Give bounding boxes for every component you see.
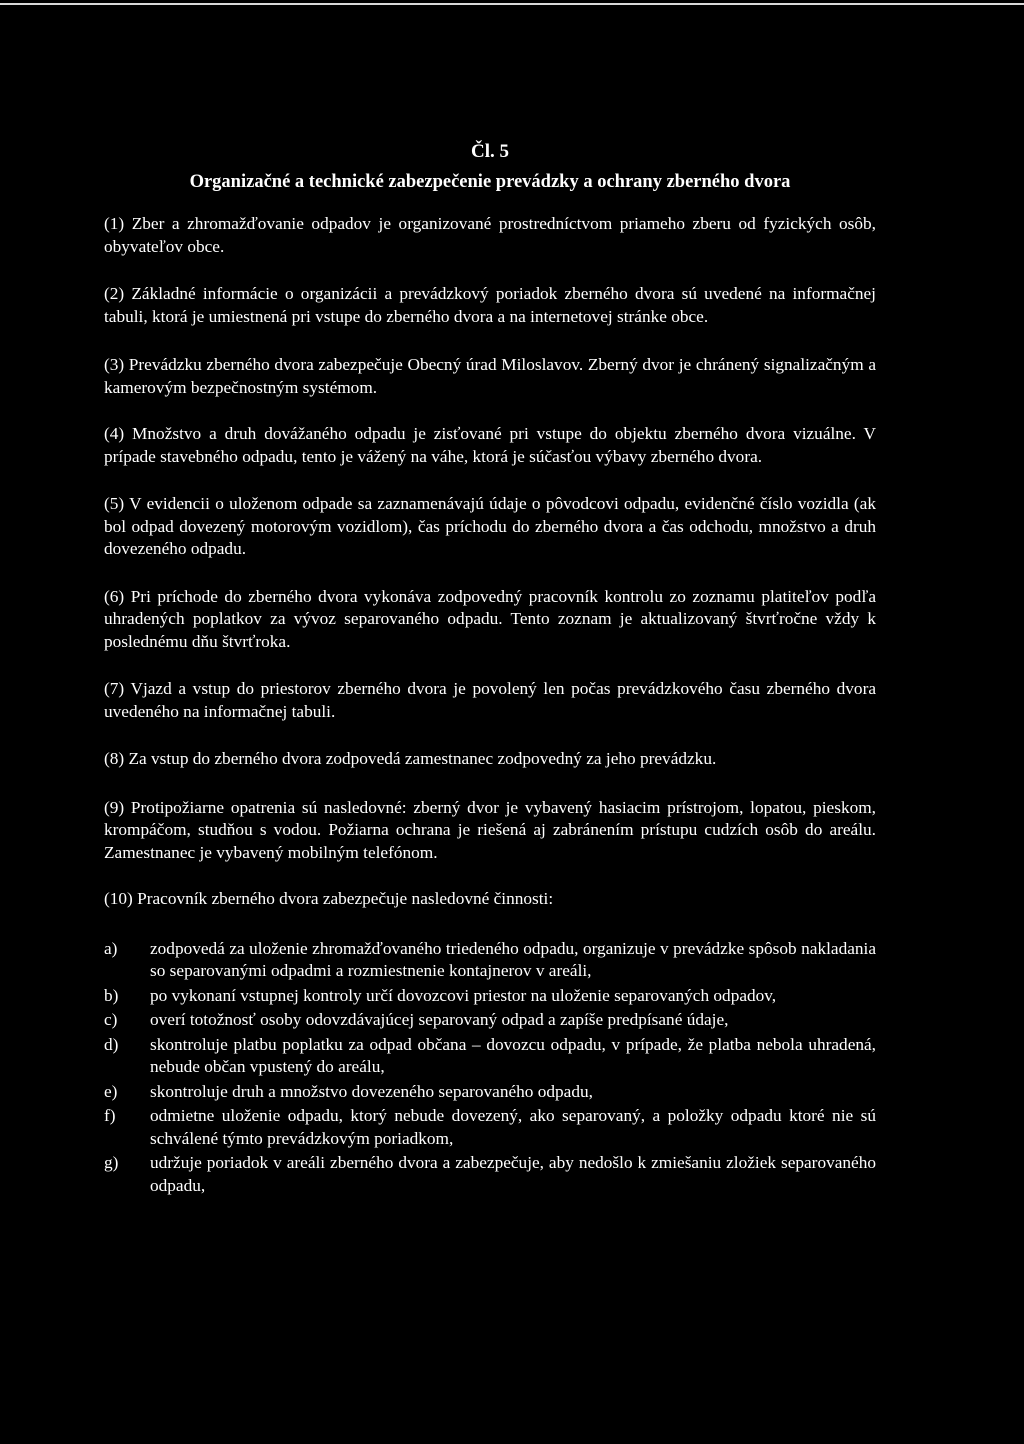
list-item-text: zodpovedá za uloženie zhromažďovaného triedeného odpadu, organizuje v prevádzke spôsob nakladania so separovanými odpadmi a rozmiestnenie kontajnerov v areáli, (150, 938, 876, 980)
duties-list (104, 938, 876, 1198)
paragraph-7: (7) Vjazd a vstup do priestorov zberného dvora je povolený len počas prevádzkového času zberného dvora uvedeného na informačnej tabuli. (104, 679, 876, 721)
list-item (104, 1081, 876, 1104)
list-marker: g) (104, 1153, 119, 1172)
paragraph-2: (2) Základné informácie o organizácii a prevádzkový poriadok zberného dvora sú uvedené na informačnej tabuli, ktorá je umiestnená pri vstupe do zberného dvora a na internetovej stránke obce. (104, 284, 876, 326)
list-item (104, 1152, 876, 1197)
paragraph-10: (10) Pracovník zberného dvora zabezpečuje nasledovné činnosti: (104, 889, 554, 908)
paragraph-6: (6) Pri príchode do zberného dvora vykonáva zodpovedný pracovník kontrolu zo zoznamu platiteľov podľa uhradených poplatkov za vývoz separovaného odpadu. Tento zoznam je aktualizovaný štvrťročne vždy k poslednému dňu štvrťroka. (104, 586, 876, 651)
list-marker: c) (104, 1010, 118, 1029)
list-item (104, 1009, 876, 1032)
paragraph-1: (1) Zber a zhromažďovanie odpadov je organizované prostredníctvom priameho zberu od fyzických osôb, obyvateľov obce. (104, 214, 876, 256)
paragraph-5: (5) V evidencii o uloženom odpade sa zaznamenávajú údaje o pôvodcovi odpadu, evidenčné číslo vozidla (ak bol odpad dovezený motorovým vozidlom), čas príchodu do zberného dvora a čas odchodu, množstvo a druh dovezeného odpadu. (104, 494, 876, 558)
article-number: Čl. 5 (471, 141, 509, 162)
list-item-text: odmietne uloženie odpadu, ktorý nebude dovezený, ako separovaný, a položky odpadu ktoré nie sú schválené týmto prevádzkovým poriadkom, (150, 1106, 876, 1148)
list-marker: a) (104, 938, 118, 958)
list-item (104, 938, 876, 983)
document-page (104, 140, 876, 1199)
list-marker: d) (104, 1034, 119, 1054)
list-item-text: overí totožnosť osoby odovzdávajúcej separovaný odpad a zapíše predpísané údaje, (150, 1010, 729, 1029)
list-marker: e) (104, 1081, 118, 1101)
list-item (104, 1105, 876, 1150)
list-item-text: udržuje poriadok v areáli zberného dvora a zabezpečuje, aby nedošlo k zmiešaniu zložiek separovaného odpadu, (150, 1153, 876, 1195)
paragraph-8: (8) Za vstup do zberného dvora zodpovedá zamestnanec zodpovedný za jeho prevádzku. (104, 749, 717, 768)
list-item-text: skontroluje druh a množstvo dovezeného separovaného odpadu, (150, 1081, 593, 1101)
list-marker: f) (104, 1106, 116, 1125)
paragraph-3: (3) Prevádzku zberného dvora zabezpečuje Obecný úrad Miloslavov. Zberný dvor je chránený signalizačným a kamerovým bezpečnostným systémom. (104, 355, 876, 397)
scan-edge-line (0, 3, 1024, 5)
list-item-text: skontroluje platbu poplatku za odpad občana – dovozcu odpadu, v prípade, že platba nebola uhradená, nebude občan vpustený do areálu, (150, 1034, 876, 1076)
article-title: Organizačné a technické zabezpečenie prevádzky a ochrany zberného dvora (189, 172, 791, 192)
list-item-text: po vykonaní vstupnej kontroly určí dovozcovi priestor na uloženie separovaných odpadov, (150, 985, 777, 1005)
list-item (104, 985, 876, 1008)
paragraph-9: (9) Protipožiarne opatrenia sú nasledovné: zberný dvor je vybavený hasiacim prístrojom, lopatou, pieskom, krompáčom, studňou s vodou. Požiarna ochrana je riešená aj zabránením prístupu cudzích osôb do areálu. Zamestnanec je vybavený mobilným telefónom. (104, 797, 876, 862)
list-item (104, 1034, 876, 1079)
paragraph-4: (4) Množstvo a druh dovážaného odpadu je zisťované pri vstupe do objektu zberného dvora vizuálne. V prípade stavebného odpadu, tento je vážený na váhe, ktorá je súčasťou výbavy zberného dvora. (104, 424, 876, 466)
list-marker: b) (104, 985, 119, 1005)
